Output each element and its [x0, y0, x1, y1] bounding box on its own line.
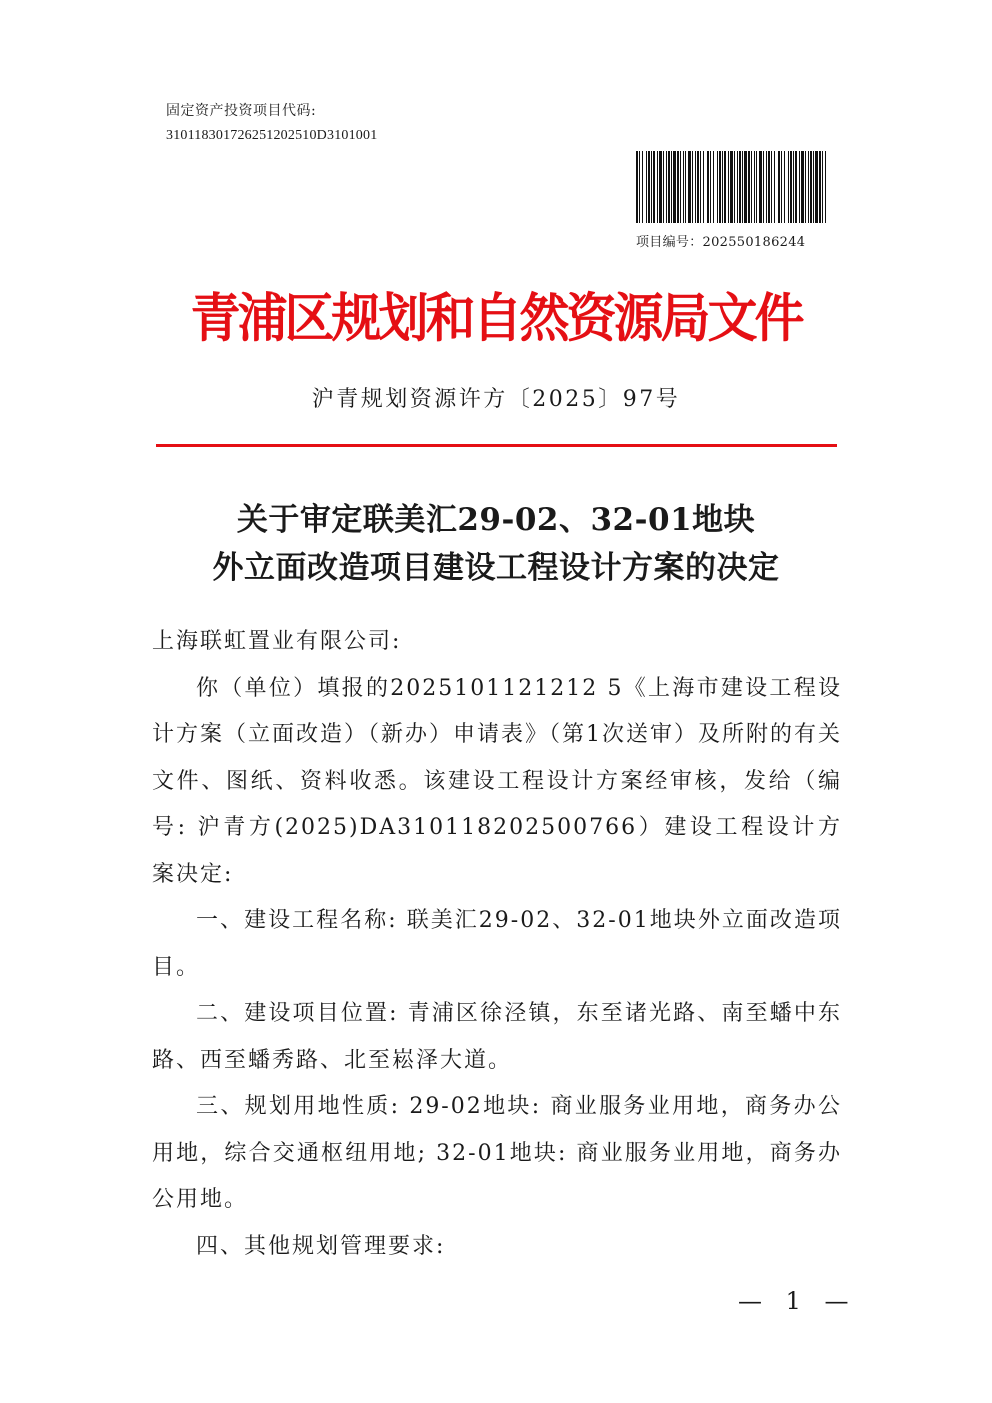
item-project-location: 二、建设项目位置: 青浦区徐泾镇，东至诸光路、南至蟠中东路、西至蟠秀路、北至崧泽大道。: [152, 1001, 842, 1073]
item-other-requirements: 四、其他规划管理要求:: [196, 1233, 446, 1259]
subject-title: [0, 496, 992, 592]
item-project-name: 一、建设工程名称: 联美汇29-02、32-01地块外立面改造项目。: [152, 908, 842, 980]
subject-line-1: 关于审定联美汇29-02、32-01地块: [236, 502, 756, 538]
red-separator: [156, 444, 837, 447]
subject-line-2: 外立面改造项目建设工程设计方案的决定: [212, 550, 780, 586]
document-number: 沪青规划资源许方〔2025〕97号: [311, 387, 681, 412]
investment-code: 310118301726251202510D3101001: [166, 128, 378, 143]
item-land-use: 三、规划用地性质: 29-02地块: 商业服务业用地，商务办公用地，综合交通枢纽用地; 32-01地块: 商业服务业用地，商务办公用地。: [152, 1094, 842, 1212]
document-title: 青浦区规划和自然资源局文件: [190, 287, 802, 349]
project-serial: 项目编号：202550186244: [636, 235, 806, 250]
document-body: [152, 619, 842, 1270]
barcode: [636, 151, 826, 223]
addressee: 上海联虹置业有限公司:: [152, 629, 402, 654]
body-paragraph: 你（单位）填报的2025101121212 5《上海市建设工程设计方案（立面改造）（新办）申请表》（第1次送审）及所附的有关文件、图纸、资料收悉。该建设工程设计方案经审核，发给（编号: 沪青方(2025)DA310118202500766）建设工程设计方案决定:: [152, 675, 842, 887]
investment-code-label: 固定资产投资项目代码:: [166, 103, 317, 119]
page-number: — 1 —: [738, 1287, 857, 1315]
